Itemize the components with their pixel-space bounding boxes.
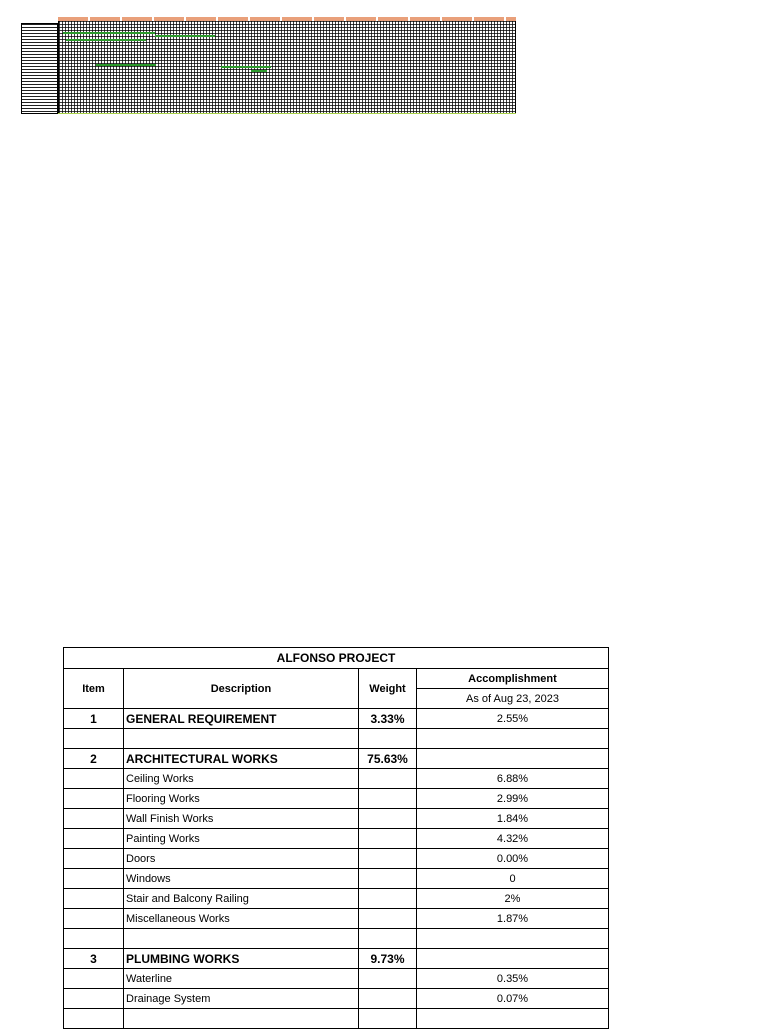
header-as-of-date: As of Aug 23, 2023 [417,689,609,709]
gantt-bar [155,35,215,37]
spacer-row [64,929,609,949]
spacer-row [64,1009,609,1029]
item-cell [64,1009,124,1029]
accomplishment-cell: 1.84% [417,809,609,829]
weight-cell [359,809,417,829]
description-cell: GENERAL REQUIREMENT [124,709,359,729]
table-row [64,909,609,929]
header-description: Description [124,669,359,709]
weight-cell [359,989,417,1009]
gantt-task-header [21,17,58,24]
accomplishment-cell: 2.55% [417,709,609,729]
header-accomplishment: Accomplishment [417,669,609,689]
accomplishment-cell [417,729,609,749]
description-cell: Windows [124,869,359,889]
table-body [64,709,609,1029]
gantt-timeline-header [58,17,516,21]
description-cell: Painting Works [124,829,359,849]
weight-cell [359,729,417,749]
description-cell: Flooring Works [124,789,359,809]
accomplishment-cell: 0 [417,869,609,889]
item-cell: 2 [64,749,124,769]
item-cell [64,889,124,909]
table-row [64,969,609,989]
accomplishment-cell: 2% [417,889,609,909]
weight-cell [359,1009,417,1029]
gantt-bar [63,32,155,34]
description-cell: Stair and Balcony Railing [124,889,359,909]
project-title: ALFONSO PROJECT [64,648,609,669]
table-row [64,949,609,969]
description-cell: Miscellaneous Works [124,909,359,929]
accomplishment-cell [417,749,609,769]
description-cell: ARCHITECTURAL WORKS [124,749,359,769]
table-row [64,809,609,829]
accomplishment-cell: 0.35% [417,969,609,989]
gantt-bar [66,39,146,41]
item-cell [64,989,124,1009]
item-cell [64,769,124,789]
item-cell [64,849,124,869]
table-row [64,989,609,1009]
item-cell [64,869,124,889]
table-row [64,749,609,769]
item-cell [64,809,124,829]
weight-cell [359,969,417,989]
weight-cell [359,829,417,849]
item-cell [64,789,124,809]
table-row [64,789,609,809]
weight-cell [359,869,417,889]
description-cell: Ceiling Works [124,769,359,789]
accomplishment-cell: 0.07% [417,989,609,1009]
header-weight: Weight [359,669,417,709]
accomplishment-cell: 4.32% [417,829,609,849]
table-row [64,849,609,869]
accomplishment-cell: 6.88% [417,769,609,789]
gantt-bar [96,64,156,66]
accomplishment-cell: 1.87% [417,909,609,929]
table-row [64,829,609,849]
weight-cell [359,909,417,929]
weight-cell [359,929,417,949]
weight-cell [359,849,417,869]
accomplishment-cell [417,929,609,949]
description-cell [124,729,359,749]
description-cell [124,1009,359,1029]
gantt-task-column [21,17,58,114]
weight-cell: 75.63% [359,749,417,769]
gantt-bar [251,70,267,72]
description-cell: Drainage System [124,989,359,1009]
item-cell [64,729,124,749]
accomplishment-table [63,647,609,1029]
accomplishment-cell: 0.00% [417,849,609,869]
spacer-row [64,729,609,749]
weight-cell: 3.33% [359,709,417,729]
description-cell: Wall Finish Works [124,809,359,829]
table-row [64,769,609,789]
accomplishment-cell: 2.99% [417,789,609,809]
table-row [64,709,609,729]
item-cell: 1 [64,709,124,729]
accomplishment-cell [417,1009,609,1029]
item-cell [64,969,124,989]
description-cell: PLUMBING WORKS [124,949,359,969]
item-cell [64,929,124,949]
item-cell: 3 [64,949,124,969]
gantt-chart-thumbnail [21,17,516,114]
description-cell: Doors [124,849,359,869]
header-item: Item [64,669,124,709]
description-cell: Waterline [124,969,359,989]
weight-cell [359,889,417,909]
item-cell [64,909,124,929]
gantt-baseline [58,113,516,114]
weight-cell [359,789,417,809]
item-cell [64,829,124,849]
accomplishment-cell [417,949,609,969]
description-cell [124,929,359,949]
gantt-bar [221,66,271,68]
weight-cell: 9.73% [359,949,417,969]
table-row [64,869,609,889]
weight-cell [359,769,417,789]
table-row [64,889,609,909]
